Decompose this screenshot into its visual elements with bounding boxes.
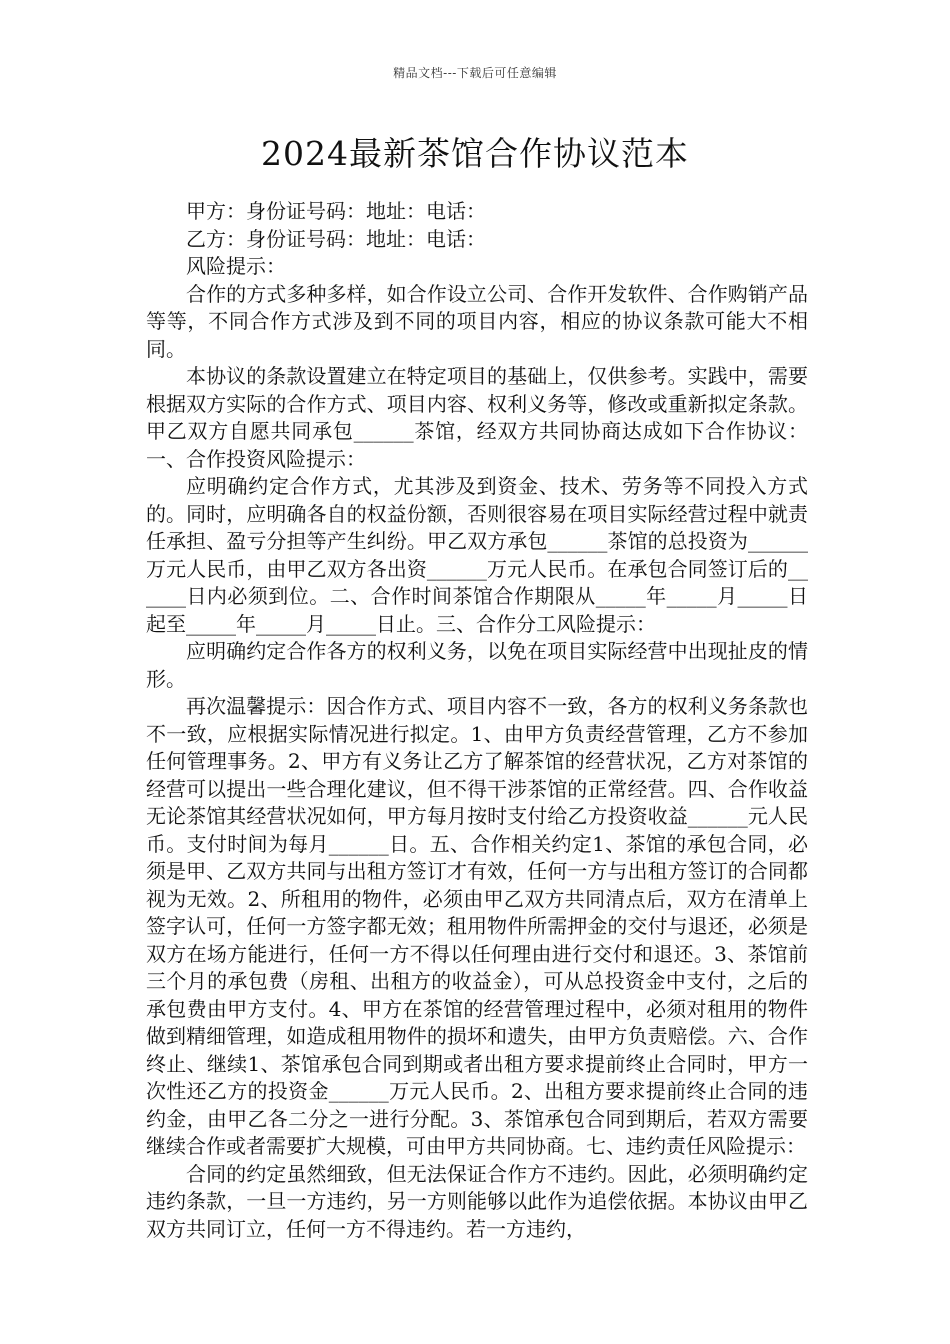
page-title: 2024最新茶馆合作协议范本 [261, 134, 689, 173]
body-paragraph: 本协议的条款设置建立在特定项目的基础上，仅供参考。实践中，需要根据双方实际的合作方式、项目内容、权利义务等，修改或重新拟定条款。甲乙双方自愿共同承包______茶馆，经双方共同协商达成如下合作协议：一、合作投资风险提示： [146, 364, 808, 471]
body-paragraph: 合同的约定虽然细致，但无法保证合作方不违约。因此，必须明确约定违约条款，一旦一方违约，另一方则能够以此作为追偿依据。本协议由甲乙双方共同订立，任何一方不得违约。若一方违约， [146, 1161, 808, 1241]
risk-tip-heading: 风险提示： [186, 254, 286, 278]
body-paragraph: 再次温馨提示：因合作方式、项目内容不一致，各方的权利义务条款也不一致，应根据实际情况进行拟定。1、由甲方负责经营管理，乙方不参加任何管理事务。2、甲方有义务让乙方了解茶馆的经营状况，乙方对茶馆的经营可以提出一些合理化建议，但不得干涉茶馆的正常经营。四、合作收益无论茶馆其经营状况如何，甲方每月按时支付给乙方投资收益______元人民币。支付时间为每月______日。五、合作相关约定1、茶馆的承包合同，必须是甲、乙双方共同与出租方签订才有效，任何一方与出租方签订的合同都视为无效。2、所租用的物件，必须由甲乙双方共同清点后，双方在清单上签字认可，任何一方签字都无效；租用物件所需押金的交付与退还，必须是双方在场方能进行，任何一方不得以任何理由进行交付和退还。3、茶馆前三个月的承包费（房租、出租方的收益金），可从总投资金中支付，之后的承包费由甲方支付。4、甲方在茶馆的经营管理过程中，必须对租用的物件做到精细管理，如造成租用物件的损坏和遗失，由甲方负责赔偿。六、合作终止、继续1、茶馆承包合同到期或者出租方要求提前终止合同时，甲方一次性还乙方的投资金______万元人民币。2、出租方要求提前终止合同的违约金，由甲乙各二分之一进行分配。3、茶馆承包合同到期后，若双方需要继续合作或者需要扩大规模，可由甲方共同协商。七、违约责任风险提示： [146, 694, 808, 1158]
party-b-line: 乙方：身份证号码：地址：电话： [186, 226, 486, 251]
header-note: 精品文档---下载后可任意编辑 [393, 66, 557, 80]
party-a-line: 甲方：身份证号码：地址：电话： [186, 199, 486, 223]
document-body [146, 198, 808, 1243]
body-paragraph: 应明确约定合作各方的权利义务，以免在项目实际经营中出现扯皮的情形。 [146, 639, 808, 691]
body-paragraph: 应明确约定合作方式，尤其涉及到资金、技术、劳务等不同投入方式的。同时，应明确各自的权益份额，否则很容易在项目实际经营过程中就责任承担、盈亏分担等产生纠纷。甲乙双方承包______茶馆的总投资为______万元人民币，由甲乙双方各出资______万元人民币。在承包合同签订后的______日内必须到位。二、合作时间茶馆合作期限从_____年_____月_____日起至_____年_____月_____日止。三、合作分工风险提示： [146, 474, 808, 636]
body-paragraph: 合作的方式多种多样，如合作设立公司、合作开发软件、合作购销产品等等，不同合作方式涉及到不同的项目内容，相应的协议条款可能大不相同。 [146, 281, 808, 361]
